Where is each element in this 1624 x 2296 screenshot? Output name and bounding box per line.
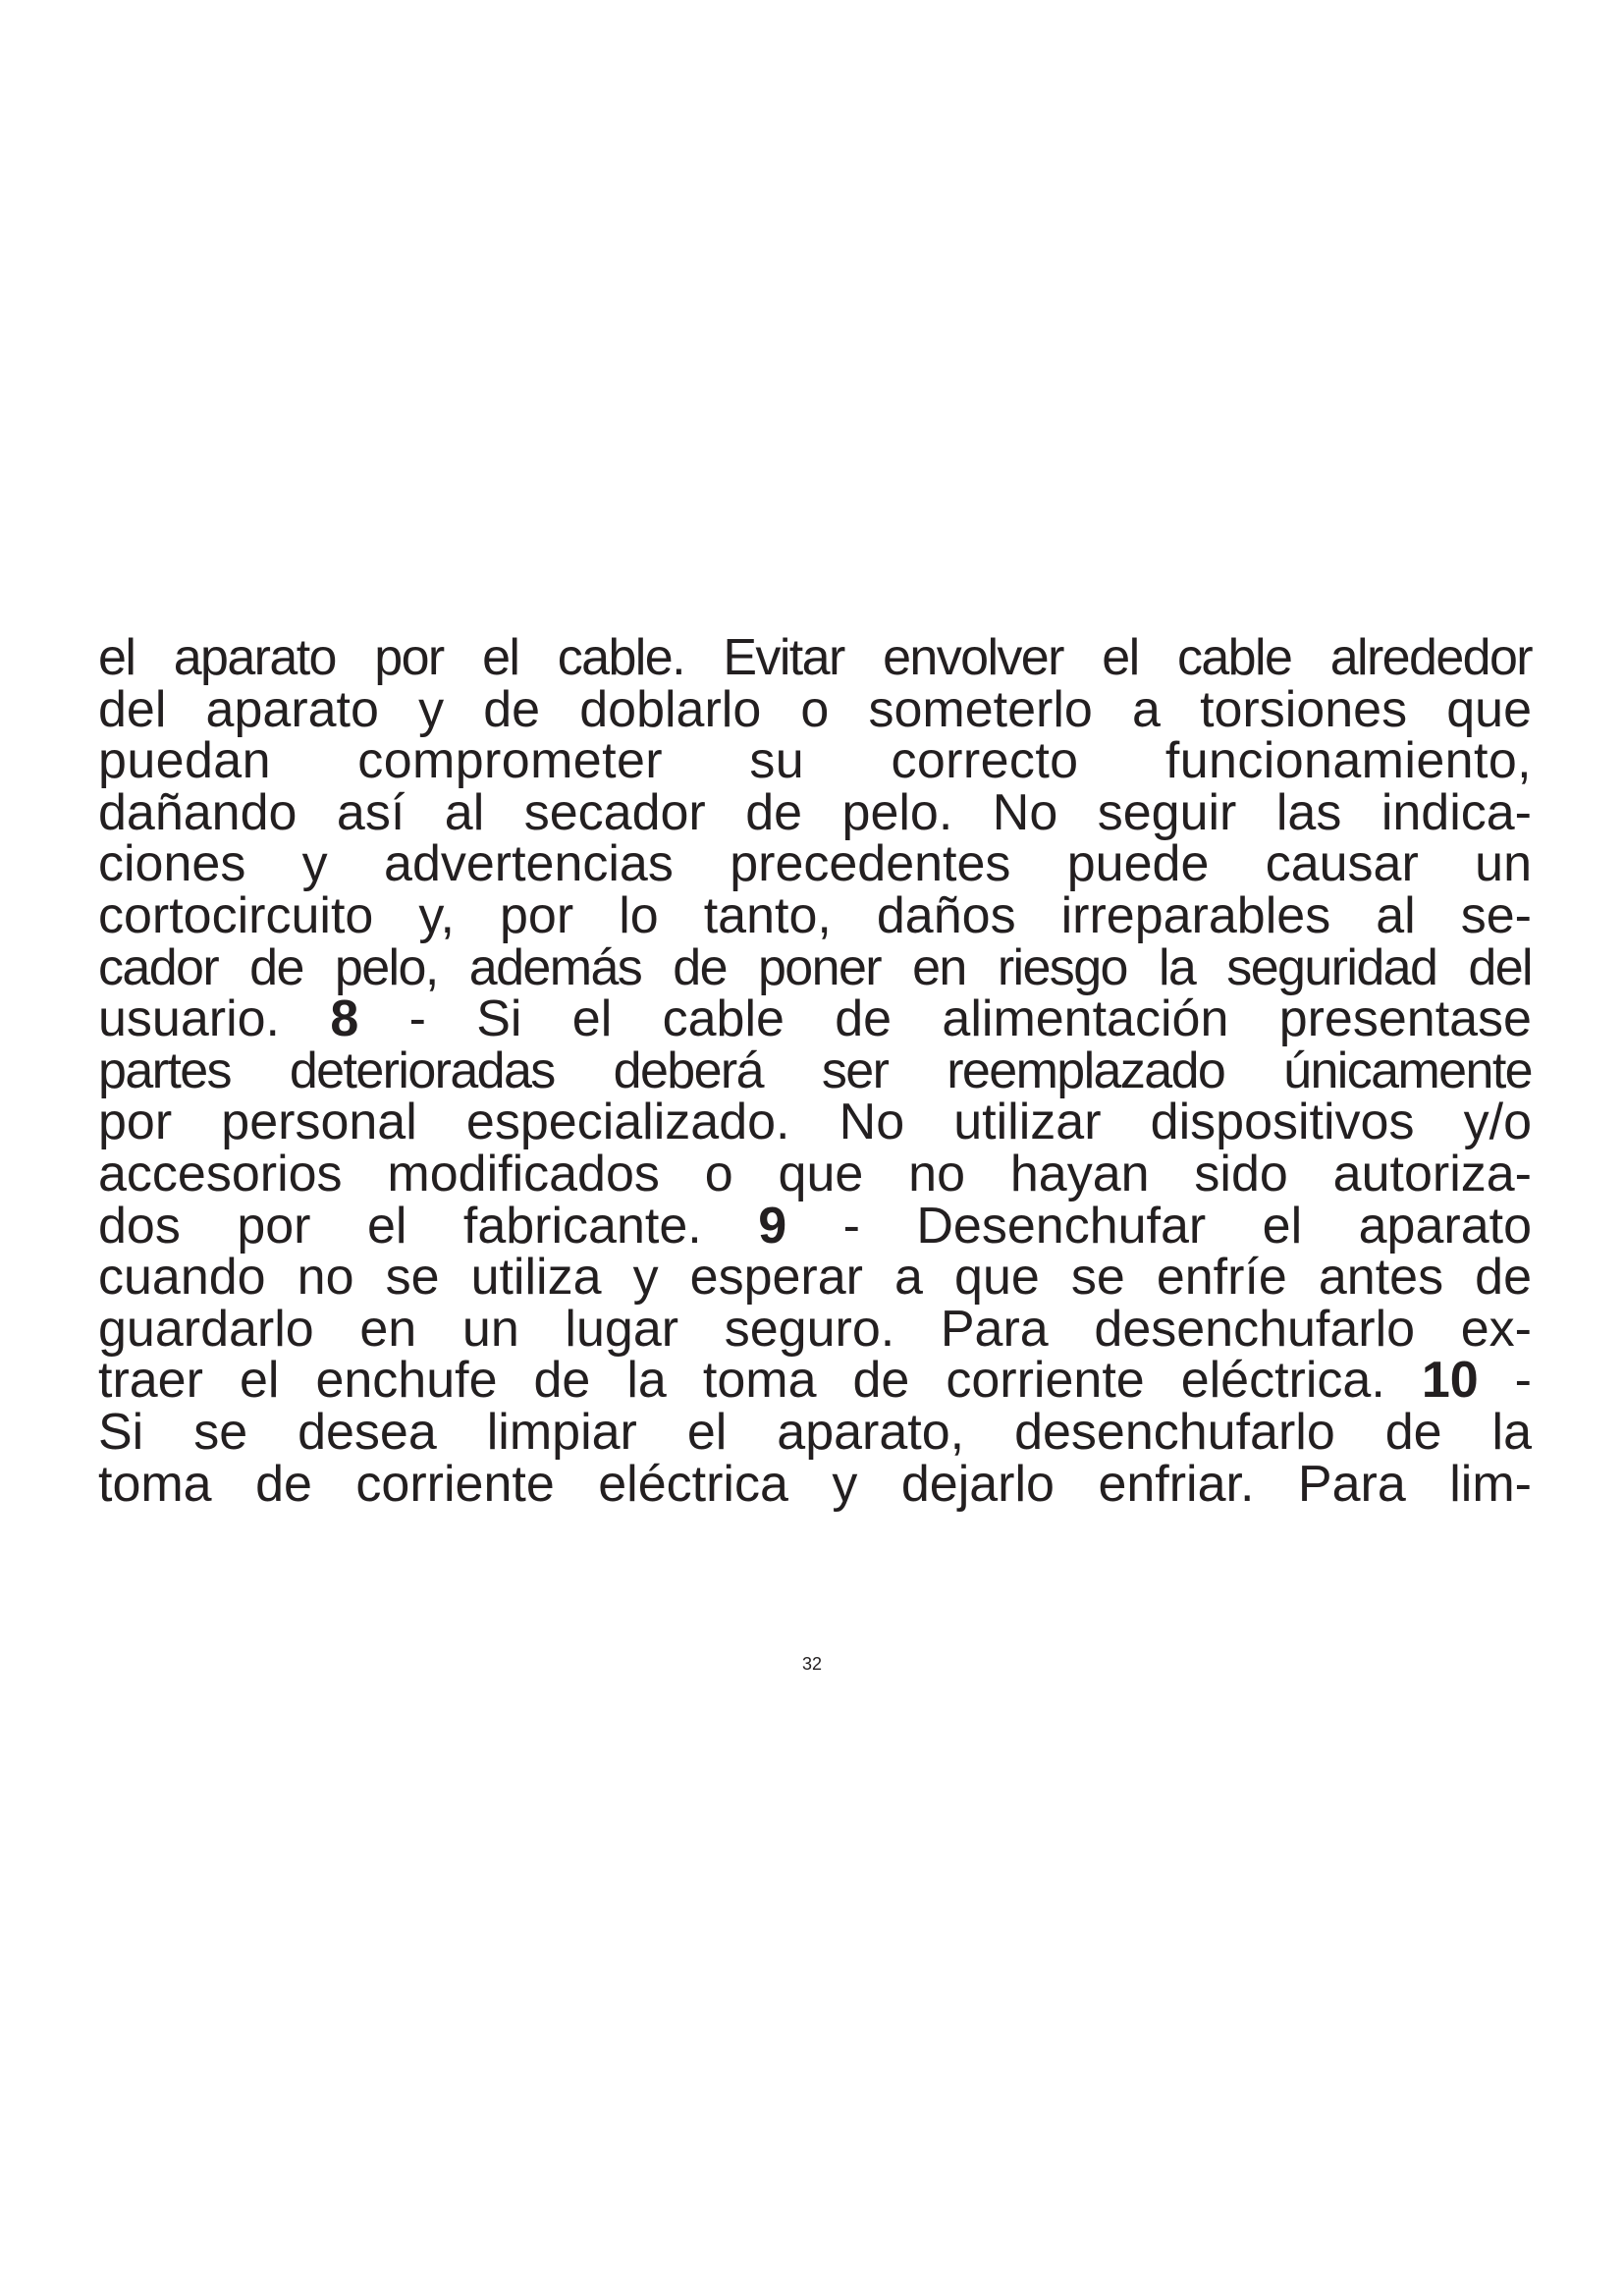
text-line: dos por el fabricante. 9 - Desenchufar el aparato bbox=[98, 1197, 1532, 1255]
item-number-10: 10 bbox=[1421, 1352, 1479, 1410]
text-line: dañando así al secador de pelo. No seguir las indica- bbox=[98, 783, 1532, 841]
text-line: del aparato y de doblarlo o someterlo a torsiones que bbox=[98, 680, 1532, 738]
text-line: traer el enchufe de la toma de corriente eléctrica. 10 - bbox=[98, 1352, 1532, 1410]
text-line: cortocircuito y, por lo tanto, daños irreparables al se- bbox=[98, 886, 1532, 944]
text-line: toma de corriente eléctrica y dejarlo enfriar. Para lim- bbox=[98, 1455, 1532, 1513]
text-line: accesorios modificados o que no hayan sido autoriza- bbox=[98, 1145, 1532, 1202]
text-line: partes deterioradas deberá ser reemplazado únicamente bbox=[98, 1041, 1532, 1099]
text-line: el aparato por el cable. Evitar envolver el cable alrededor bbox=[98, 629, 1532, 686]
text-line: guardarlo en un lugar seguro. Para desenchufarlo ex- bbox=[98, 1300, 1532, 1358]
page-number: 32 bbox=[801, 1654, 823, 1674]
item-number-9: 9 bbox=[758, 1197, 787, 1255]
text-line: Si se desea limpiar el aparato, desenchufarlo de la bbox=[98, 1403, 1532, 1461]
text-line: usuario. 8 - Si el cable de alimentación presentase bbox=[98, 990, 1532, 1048]
text-line: puedan comprometer su correcto funcionamiento, bbox=[98, 732, 1532, 790]
item-number-8: 8 bbox=[330, 990, 359, 1048]
text-line: cuando no se utiliza y esperar a que se enfríe antes de bbox=[98, 1249, 1532, 1307]
text-line: cador de pelo, además de poner en riesgo la seguridad del bbox=[98, 938, 1532, 996]
text-line: ciones y advertencias precedentes puede causar un bbox=[98, 835, 1532, 893]
text-line: por personal especializado. No utilizar dispositivos y/o bbox=[98, 1094, 1532, 1151]
body-text bbox=[98, 629, 1532, 1513]
